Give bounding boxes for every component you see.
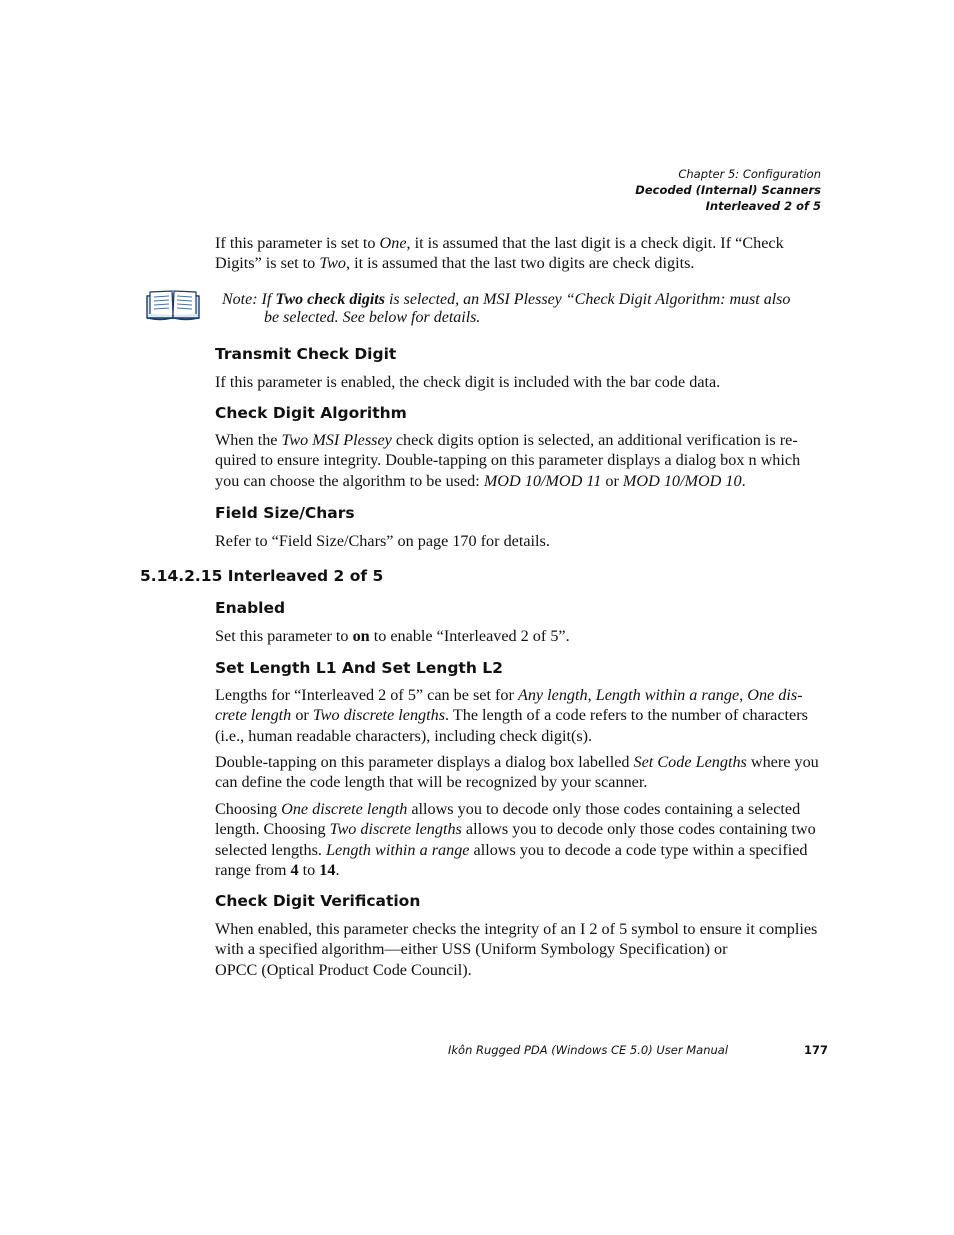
setlength-paragraph-1: Lengths for “Interleaved 2 of 5” can be set for Any length, Length within a range, One dis-crete length or Two discrete lengths. The length of a code refers to the number of characters (i.e., human readable characters), including check digit(s). — [215, 686, 808, 745]
open-book-icon — [144, 288, 202, 322]
heading-check-digit-verification: Check Digit Verification — [215, 892, 421, 910]
setlength-paragraph-3: Choosing One discrete length allows you to decode only those codes containing a selected length. Choosing Two discrete lengths allows you to decode only those codes containing two selected lengths. Length within a range allows you to decode a code type within a specified range from 4 to 14. — [215, 800, 816, 879]
heading-set-length: Set Length L1 And Set Length L2 — [215, 659, 503, 677]
algorithm-paragraph: When the Two MSI Plessey check digits option is selected, an additional verification is re-quired to ensure integrity. Double-tapping on this parameter displays a dialog box n which you can choose the algorithm to be used: MOD 10/MOD 11 or MOD 10/MOD 10. — [215, 431, 801, 490]
setlength-paragraph-2: Double-tapping on this parameter displays a dialog box labelled Set Code Lengths where you can define the code length that will be recognized by your scanner. — [215, 753, 819, 792]
enabled-paragraph: Set this parameter to on to enable “Interleaved 2 of 5”. — [215, 627, 570, 645]
field-paragraph: Refer to “Field Size/Chars” on page 170 for details. — [215, 532, 550, 550]
heading-enabled: Enabled — [215, 599, 286, 617]
transmit-paragraph: If this parameter is enabled, the check digit is included with the bar code data. — [215, 373, 721, 391]
section-heading: 5.14.2.15 Interleaved 2 of 5 — [140, 567, 384, 585]
heading-check-digit-algorithm: Check Digit Algorithm — [215, 404, 407, 422]
page-number: 177 — [803, 1043, 828, 1057]
intro-paragraph: If this parameter is set to One, it is assumed that the last digit is a check digit. If “Check Digits” is set to Two, it is assumed that the last two digits are check digits. — [215, 234, 784, 273]
heading-transmit-check-digit: Transmit Check Digit — [215, 345, 397, 363]
header-section: Decoded (Internal) Scanners — [635, 183, 821, 197]
verification-paragraph: When enabled, this parameter checks the integrity of an I 2 of 5 symbol to ensure it complies with a specified algorithm—either USS (Uniform Symbology Specification) or OPCC (Optical Product Code Council). — [215, 920, 818, 979]
footer-manual-title: Ikôn Rugged PDA (Windows CE 5.0) User Manual — [448, 1043, 729, 1057]
note-block: Note: If Two check digits is selected, an MSI Plessey “Check Digit Algorithm: must also be selected. See below for details. — [222, 291, 791, 326]
header-subsection: Interleaved 2 of 5 — [705, 199, 821, 213]
heading-field-size-chars: Field Size/Chars — [215, 504, 355, 522]
header-chapter: Chapter 5: Configuration — [678, 167, 821, 181]
running-header — [635, 166, 821, 214]
